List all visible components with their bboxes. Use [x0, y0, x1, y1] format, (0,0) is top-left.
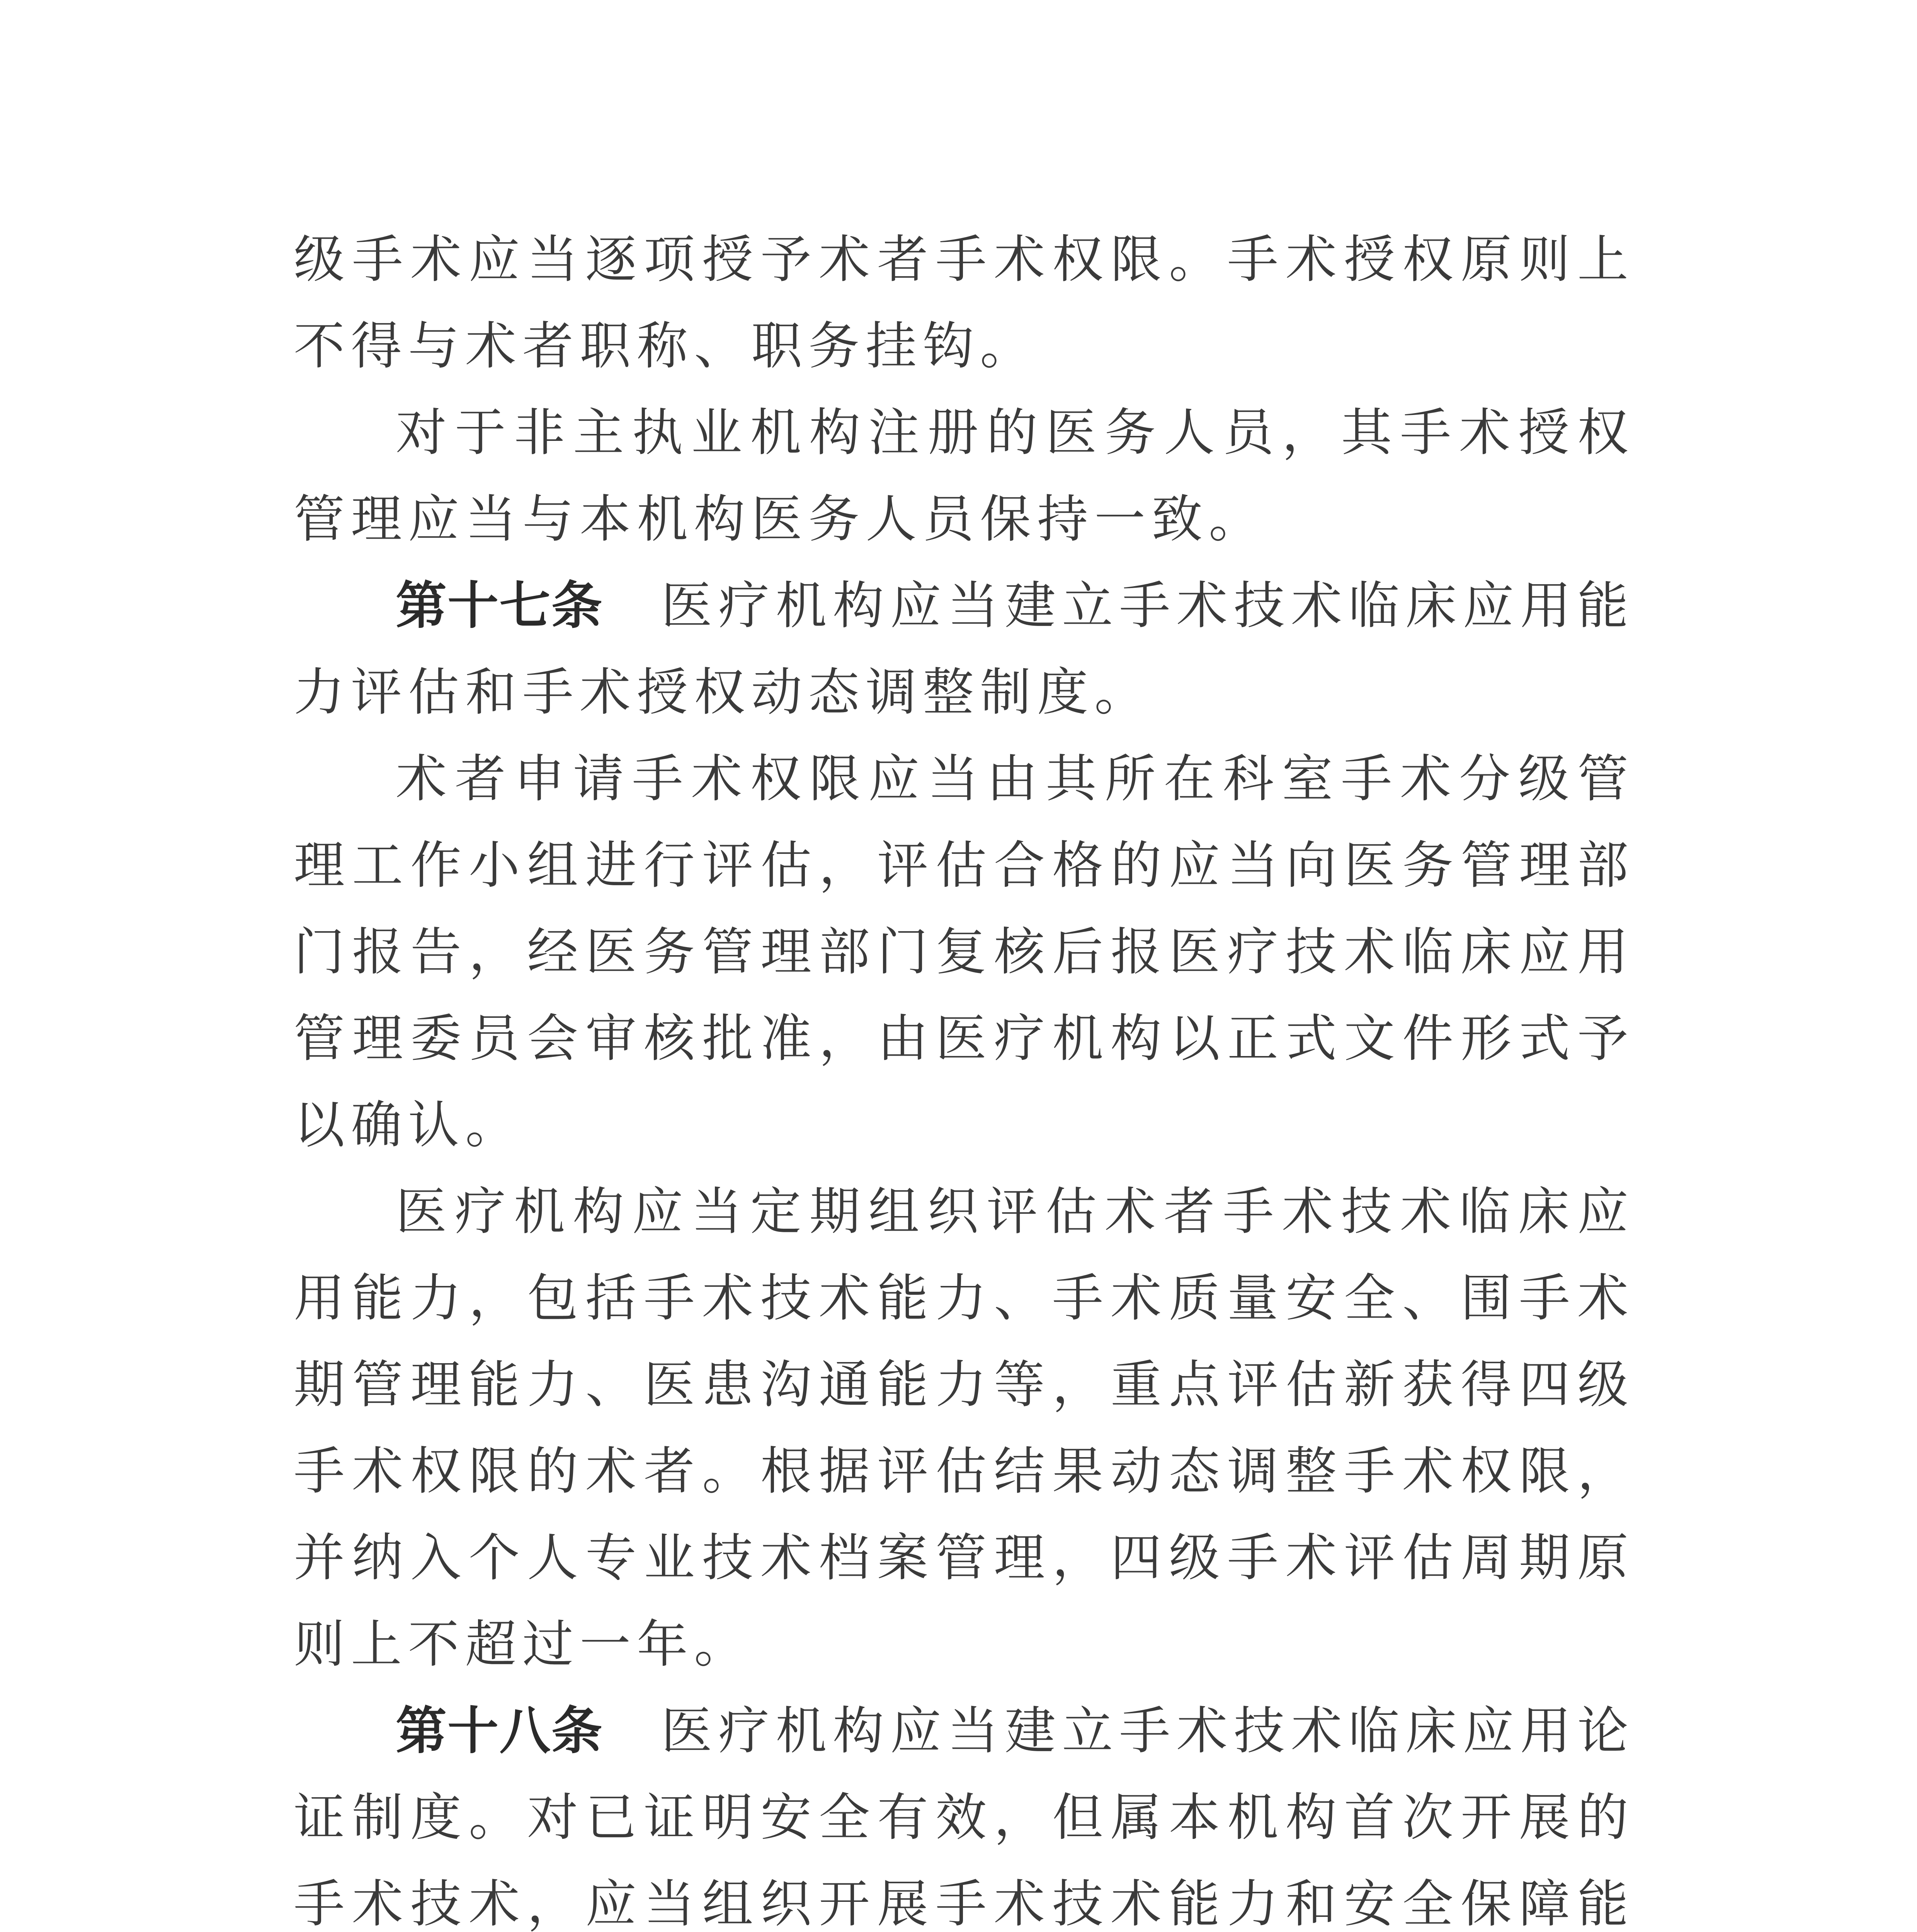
paragraph-text: 医疗机构应当建立手术技术临床应用论证制度。对已证明安全有效，但属本机构首次开展的手术技术，应当组织开展手术技术能力和安全保障能	[294, 1701, 1635, 1932]
document-page	[294, 216, 1635, 1932]
article-number: 第十八条	[396, 1701, 603, 1761]
paragraph-text: 医疗机构应当定期组织评估术者手术技术临床应用能力，包括手术技术能力、手术质量安全、围手术期管理能力、医患沟通能力等，重点评估新获得四级手术权限的术者。根据评估结果动态调整手术权限，并纳入个人专业技术档案管理，四级手术评估周期原则上不超过一年。	[294, 1182, 1635, 1674]
paragraph-text: 医疗机构应当建立手术技术临床应用能力评估和手术授权动态调整制度。	[294, 576, 1635, 722]
paragraph	[294, 736, 1635, 1168]
paragraph-text: 对于非主执业机构注册的医务人员，其手术授权管理应当与本机构医务人员保持一致。	[294, 403, 1635, 549]
article-number: 第十七条	[396, 576, 603, 636]
paragraph	[294, 1168, 1635, 1688]
paragraph-text: 级手术应当逐项授予术者手术权限。手术授权原则上不得与术者职称、职务挂钩。	[294, 230, 1635, 376]
paragraph-continuation	[294, 216, 1635, 389]
paragraph-text: 术者申请手术权限应当由其所在科室手术分级管理工作小组进行评估，评估合格的应当向医务管理部门报告，经医务管理部门复核后报医疗技术临床应用管理委员会审核批准，由医疗机构以正式文件形式予以确认。	[294, 749, 1635, 1155]
article-17	[294, 563, 1635, 736]
paragraph	[294, 389, 1635, 563]
article-18	[294, 1688, 1635, 1932]
